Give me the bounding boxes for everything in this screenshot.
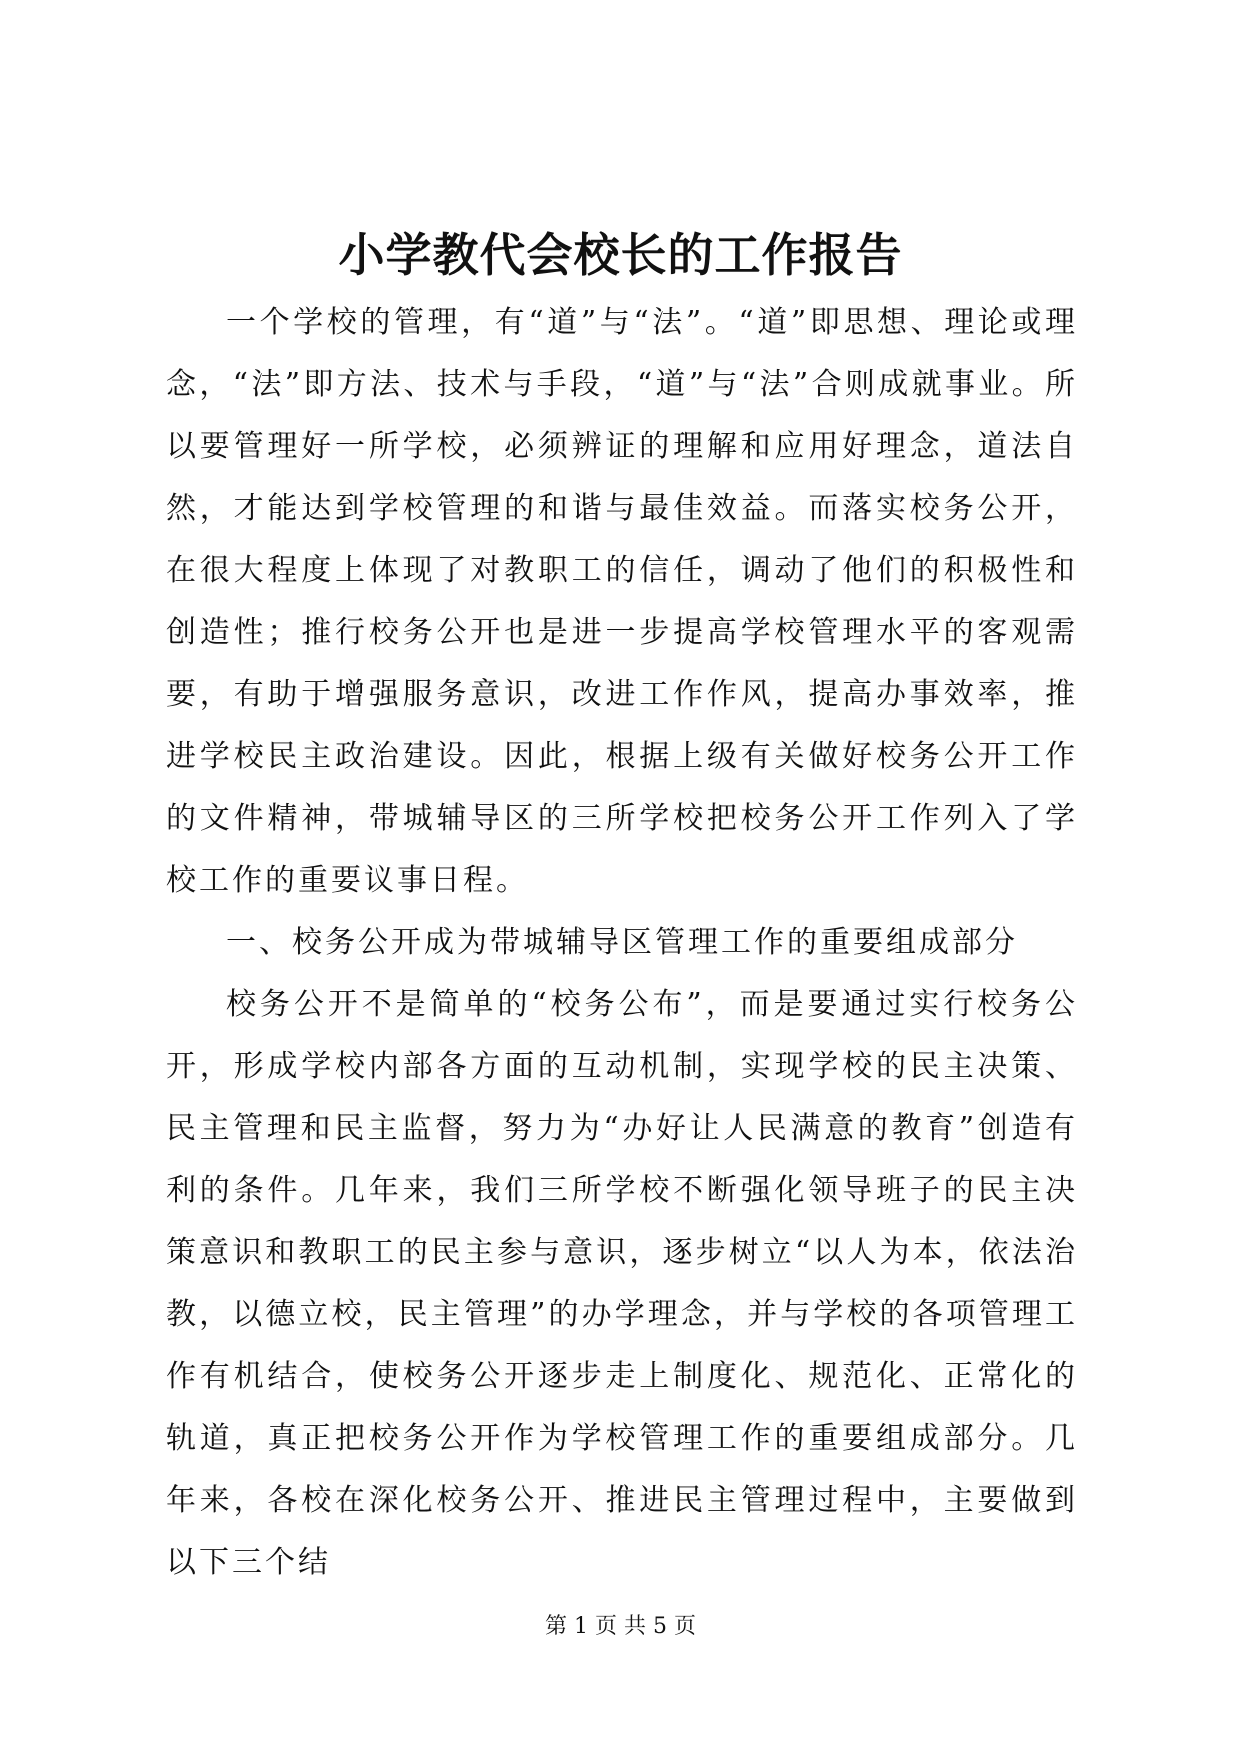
document-body [166,292,1078,1594]
paragraph-section-1: 校务公开不是简单的“校务公布”，而是要通过实行校务公开，形成学校内部各方面的互动机制，实现学校的民主决策、民主管理和民主监督，努力为“办好让人民满意的教育”创造有利的条件。几年来，我们三所学校不断强化领导班子的民主决策意识和教职工的民主参与意识，逐步树立“以人为本，依法治教，以德立校，民主管理”的办学理念，并与学校的各项管理工作有机结合，使校务公开逐步走上制度化、规范化、正常化的轨道，真正把校务公开作为学校管理工作的重要组成部分。几年来，各校在深化校务公开、推进民主管理过程中，主要做到以下三个结 [166,987,1078,1580]
document-title: 小学教代会校长的工作报告 [338,228,903,282]
section-heading-1: 一、校务公开成为带城辅导区管理工作的重要组成部分 [226,925,1018,960]
paragraph-intro: 一个学校的管理，有“道”与“法”。“道”即思想、理论或理念，“法”即方法、技术与手段，“道”与“法”合则成就事业。所以要管理好一所学校，必须辨证的理解和应用好理念，道法自然，才能达到学校管理的和谐与最佳效益。而落实校务公开，在很大程度上体现了对教职工的信任，调动了他们的积极性和创造性；推行校务公开也是进一步提高学校管理水平的客观需要，有助于增强服务意识，改进工作作风，提高办事效率，推进学校民主政治建设。因此，根据上级有关做好校务公开工作的文件精神，带城辅导区的三所学校把校务公开工作列入了学校工作的重要议事日程。 [166,305,1078,898]
page-footer: 第 1 页 共 5 页 [545,1614,696,1639]
